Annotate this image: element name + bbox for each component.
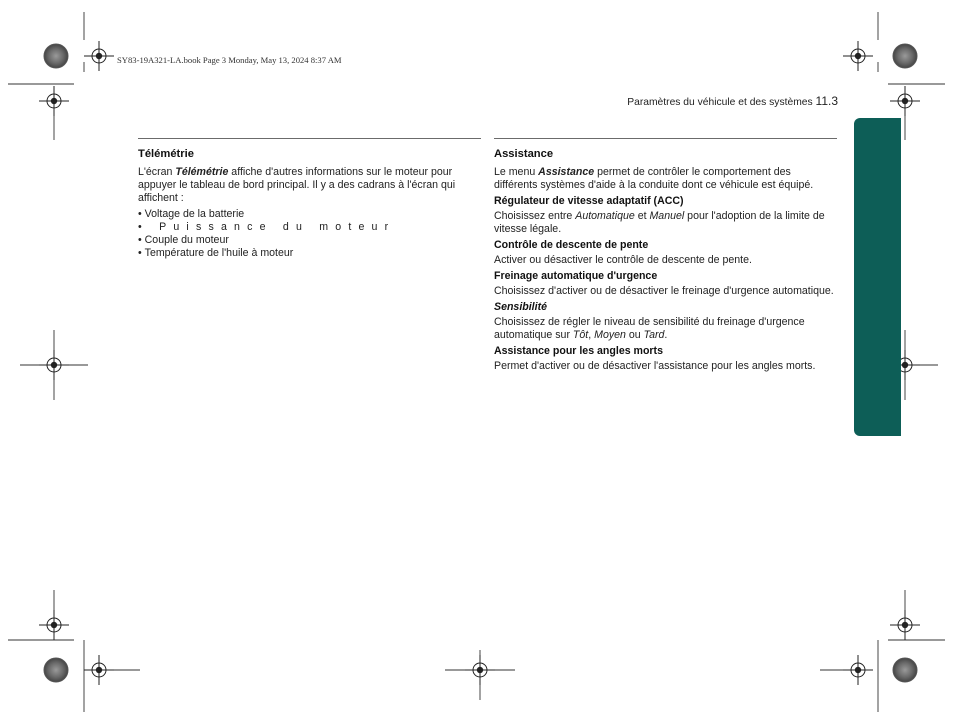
telemetry-intro-prefix: L'écran	[138, 166, 176, 178]
assistance-heading: Assistance	[494, 148, 554, 160]
aeb-title: Freinage automatique d'urgence	[494, 270, 658, 282]
acc-option-auto: Automatique	[575, 210, 635, 222]
chapter-tab	[854, 118, 901, 436]
acc-option-manual: Manuel	[649, 210, 685, 222]
aeb-text: Choisissez d'activer ou de désactiver le freinage d'urgence automatique.	[494, 285, 834, 297]
sensitivity-title: Sensibilité	[494, 301, 547, 313]
acc-suffix: pour l'adoption de la limite de vitesse légale.	[494, 210, 825, 235]
acc-mid: et	[634, 210, 650, 222]
list-item: • Puissance du moteur	[138, 221, 478, 234]
assistance-term: Assistance	[538, 166, 595, 178]
running-head	[627, 94, 838, 108]
sensitivity-end: .	[664, 329, 668, 341]
blind-spot-text: Permet d'activer ou de désactiver l'assistance pour les angles morts.	[494, 360, 816, 372]
blind-spot-title: Assistance pour les angles morts	[494, 345, 663, 357]
acc-prefix: Choisissez entre	[494, 210, 576, 222]
telemetry-intro-suffix: affiche d'autres informations sur le moteur pour appuyer le tableau de bord principal. Il y a des cadrans à l'écran qui affichent :	[138, 166, 456, 204]
page-number: 11.3	[815, 94, 838, 108]
acc-text	[494, 210, 836, 236]
assistance-intro	[494, 166, 836, 192]
acc-title: Régulateur de vitesse adaptatif (ACC)	[494, 195, 684, 207]
telemetry-intro	[138, 166, 478, 205]
list-item: • Température de l'huile à moteur	[138, 247, 478, 260]
hill-descent-title: Contrôle de descente de pente	[494, 239, 649, 251]
right-column-rule	[494, 138, 837, 139]
sensitivity-option-late: Tard	[643, 329, 665, 341]
assistance-intro-prefix: Le menu	[494, 166, 539, 178]
sensitivity-or: ou	[625, 329, 644, 341]
assistance-intro-suffix: permet de contrôler le comportement des différents systèmes d'aide à la conduite dont ce véhicule est équipé.	[494, 166, 814, 191]
print-slug: SY83-19A321-LA.book Page 3 Monday, May 13, 2024 8:37 AM	[117, 55, 342, 65]
list-item: • Couple du moteur	[138, 234, 478, 247]
sensitivity-text	[494, 316, 836, 342]
sensitivity-option-early: Tôt	[572, 329, 589, 341]
list-item: • Voltage de la batterie	[138, 208, 478, 221]
sensitivity-prefix: Choisissez de régler le niveau de sensibilité du freinage d'urgence automatique sur	[494, 316, 805, 341]
telemetry-section	[138, 148, 478, 260]
sensitivity-option-medium: Moyen	[594, 329, 626, 341]
telemetry-heading: Télémétrie	[138, 148, 194, 160]
left-column-rule	[138, 138, 481, 139]
sensitivity-sep: ,	[588, 329, 595, 341]
telemetry-list	[138, 208, 478, 260]
hill-descent-text: Activer ou désactiver le contrôle de descente de pente.	[494, 254, 752, 266]
running-head-title: Paramètres du véhicule et des systèmes	[627, 97, 813, 108]
telemetry-term: Télémétrie	[175, 166, 229, 178]
assistance-section	[494, 148, 836, 376]
